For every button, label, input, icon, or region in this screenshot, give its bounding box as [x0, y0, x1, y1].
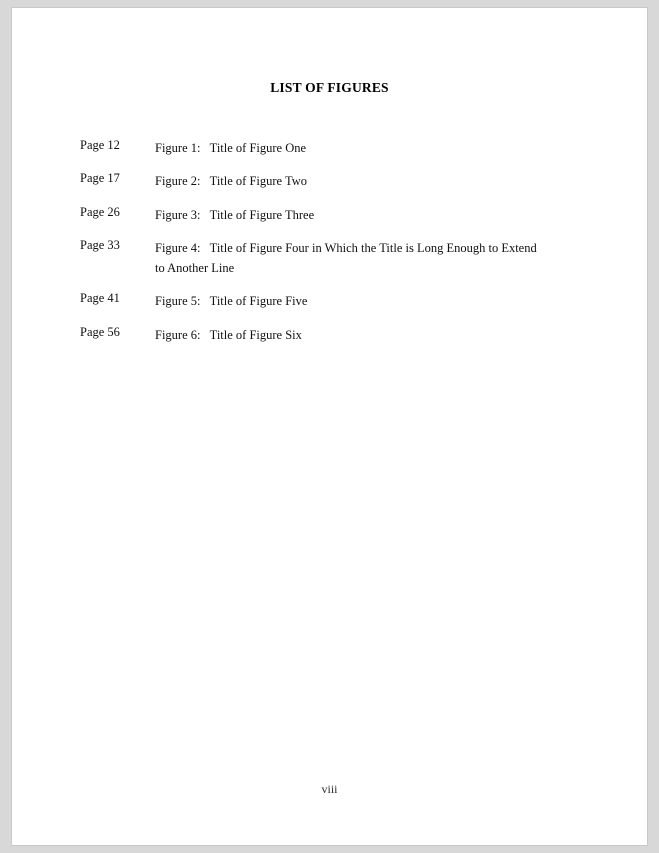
document-page	[11, 7, 648, 846]
entry-page-number: Page 41	[80, 291, 120, 306]
entry-page-number: Page 56	[80, 324, 120, 339]
entry-figure-label: Figure 6:	[155, 327, 201, 342]
list-item	[80, 291, 607, 311]
entry-text	[155, 205, 545, 225]
entry-figure-label: Figure 1:	[155, 141, 201, 155]
entry-figure-label: Figure 2:	[155, 174, 201, 189]
entry-text	[155, 325, 545, 345]
entry-figure-title: Title of Figure Five	[209, 294, 308, 309]
entry-text	[155, 171, 545, 191]
entry-page-number: Page 17	[80, 171, 120, 186]
entry-text	[155, 291, 545, 311]
entry-figure-title: Title of Figure Six	[209, 327, 302, 342]
entry-page-number: Page 33	[80, 237, 120, 252]
entry-figure-label: Figure 4:	[155, 240, 201, 255]
page-folio: viii	[321, 782, 338, 796]
entry-figure-title: Title of Figure Four in Which the Title is Long Enough to Extend to Another Line	[155, 240, 537, 275]
entry-figure-label: Figure 5:	[155, 294, 201, 309]
entry-figure-title: Title of Figure Two	[209, 174, 308, 189]
page-title: LIST OF FIGURES	[270, 80, 389, 95]
entry-figure-label: Figure 3:	[155, 207, 201, 222]
list-item	[80, 171, 607, 191]
entry-page-number: Page 12	[80, 138, 120, 152]
list-item	[80, 238, 607, 279]
list-item	[80, 138, 607, 158]
entry-figure-title: Title of Figure One	[209, 141, 307, 155]
entry-figure-title: Title of Figure Three	[209, 207, 315, 222]
list-item	[80, 205, 607, 225]
list-item	[80, 325, 607, 345]
entry-text	[155, 238, 545, 279]
list-of-figures	[12, 138, 647, 345]
entry-page-number: Page 26	[80, 204, 120, 219]
entry-text	[155, 138, 545, 158]
